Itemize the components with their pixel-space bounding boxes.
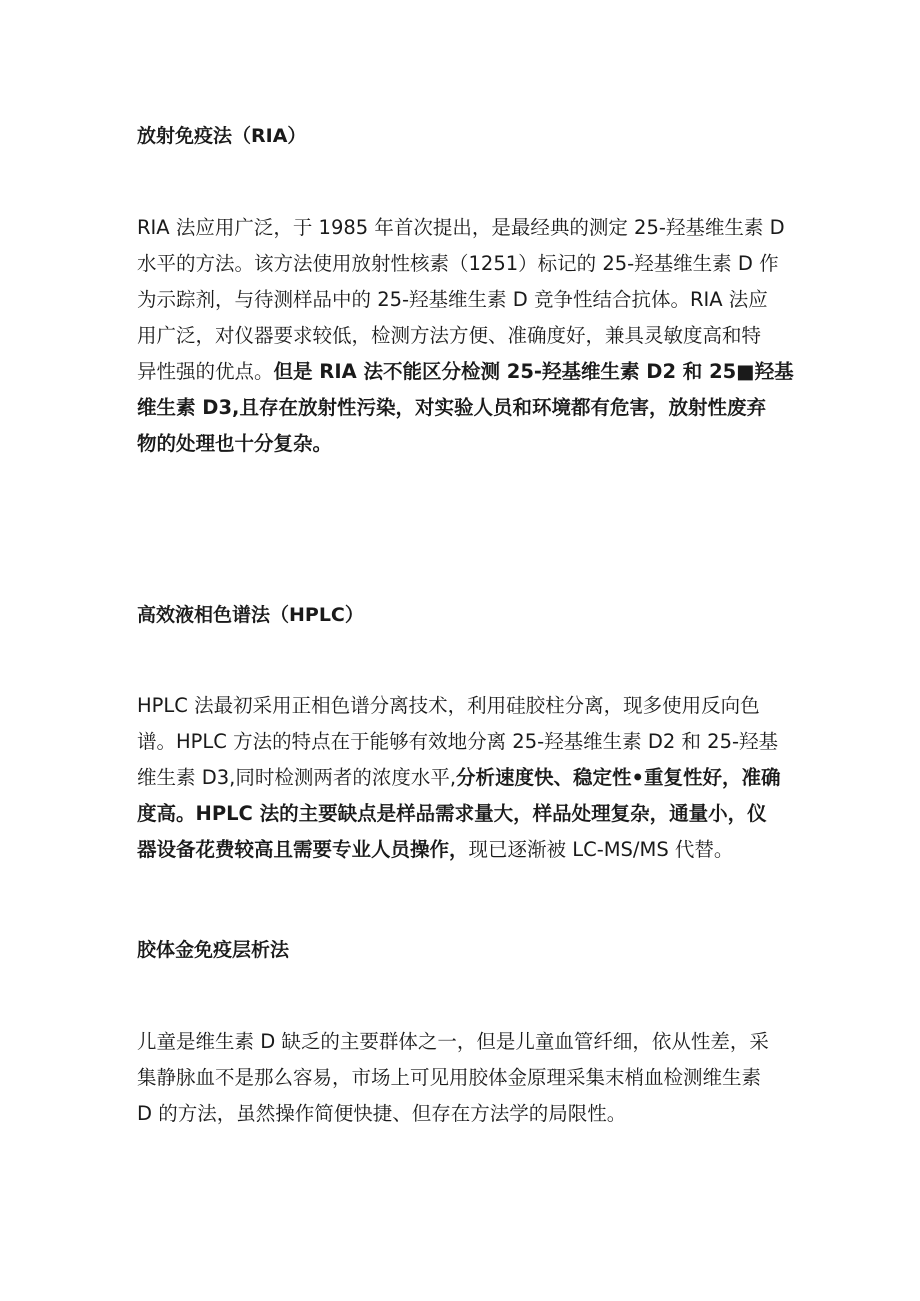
text-run: HPLC 法最初采用正相色谱分离技术，利用硅胶柱分离，现多使用反向色	[137, 694, 760, 717]
text-line	[137, 1060, 787, 1096]
text-line	[137, 1096, 787, 1132]
text-run: 儿童是维生素 D 缺乏的主要群体之一，但是儿童血管纤细，依从性差，采	[137, 1030, 769, 1053]
text-run: 集静脉血不是那么容易，市场上可见用胶体金原理采集末梢血检测维生素	[137, 1066, 762, 1089]
section-heading-ria: 放射免疫法（RIA）	[137, 125, 307, 147]
text-run: 异性强的优点。	[137, 360, 274, 383]
section-heading-colloidal-gold: 胶体金免疫层析法	[137, 939, 290, 961]
text-line	[137, 282, 787, 318]
text-line	[137, 760, 787, 796]
bold-text-run: 物的处理也十分复杂。	[137, 432, 333, 455]
text-run: D 的方法，虽然操作简便快捷、但存在方法学的局限性。	[137, 1102, 627, 1125]
bold-text-run: 但是 RIA 法不能区分检测 25-羟基维生素 D2 和 25■羟基	[273, 360, 794, 383]
text-run: 维生素 D3,同时检测两者的浓度水平,	[137, 766, 457, 789]
text-line	[137, 724, 787, 760]
text-line	[137, 832, 787, 868]
text-run: RIA 法应用广泛，于 1985 年首次提出，是最经典的测定 25-羟基维生素 D	[137, 216, 785, 239]
paragraph-colloidal-gold	[137, 1024, 787, 1132]
text-line	[137, 688, 787, 724]
text-line	[137, 426, 787, 462]
text-run: 现已逐渐被 LC-MS/MS 代替。	[468, 838, 734, 861]
text-run: 为示踪剂，与待测样品中的 25-羟基维生素 D 竞争性结合抗体。RIA 法应	[137, 288, 768, 311]
paragraph-hplc	[137, 688, 787, 868]
bold-text-run: 分析速度快、稳定性•重复性好，准确	[456, 766, 781, 789]
text-line	[137, 390, 787, 426]
paragraph-ria	[137, 210, 794, 462]
text-line	[137, 1024, 787, 1060]
text-line	[137, 246, 787, 282]
bold-text-run: 器设备花费较高且需要专业人员操作，	[137, 838, 469, 861]
text-line	[137, 318, 787, 354]
text-line	[137, 210, 787, 246]
text-line	[137, 796, 787, 832]
text-line	[137, 354, 794, 390]
text-run: 用广泛，对仪器要求较低，检测方法方便、准确度好，兼具灵敏度高和特	[137, 324, 762, 347]
text-run: 水平的方法。该方法使用放射性核素（1251）标记的 25-羟基维生素 D 作	[137, 252, 779, 275]
section-heading-hplc: 高效液相色谱法（HPLC）	[137, 604, 364, 626]
text-run: 谱。HPLC 方法的特点在于能够有效地分离 25-羟基维生素 D2 和 25-羟基	[137, 730, 779, 753]
bold-text-run: 维生素 D3,且存在放射性污染，对实验人员和环境都有危害，放射性废弃	[137, 396, 766, 419]
bold-text-run: 度高。HPLC 法的主要缺点是样品需求量大，样品处理复杂，通量小，仪	[137, 802, 767, 825]
